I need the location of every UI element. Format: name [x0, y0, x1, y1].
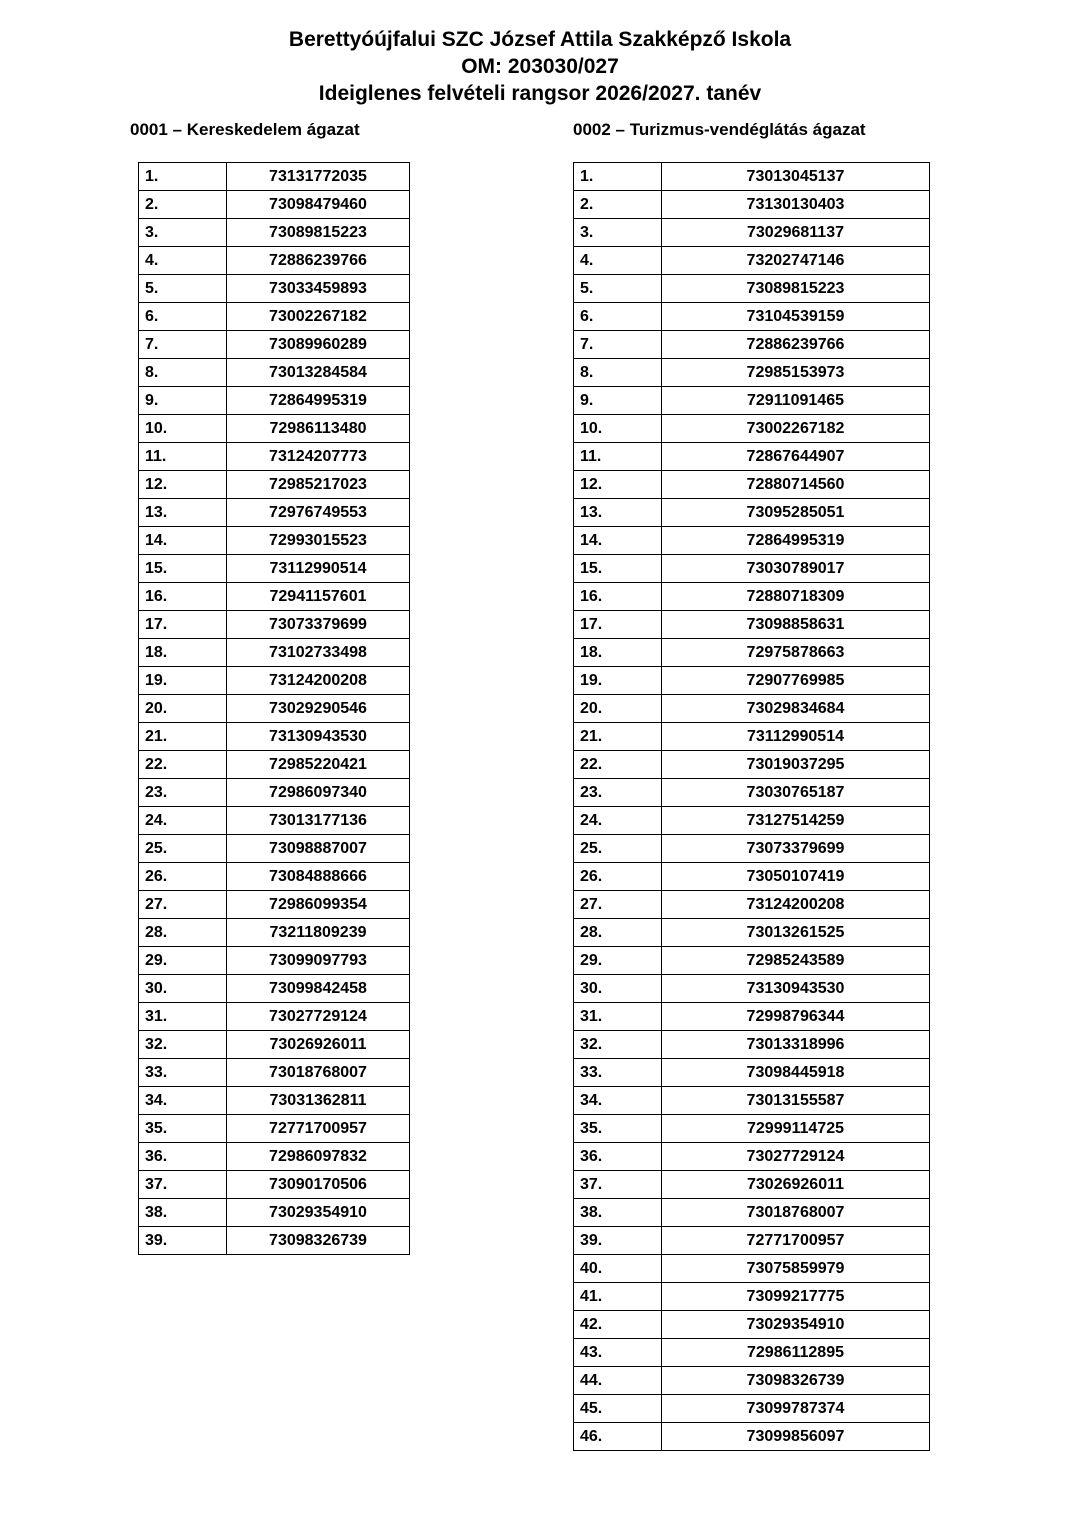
applicant-code: 73099217775	[662, 1283, 930, 1311]
rank-number: 24.	[574, 807, 662, 835]
rank-number: 29.	[574, 947, 662, 975]
applicant-code: 73090170506	[227, 1171, 410, 1199]
applicant-code: 73013177136	[227, 807, 410, 835]
table-row	[574, 779, 930, 807]
table-row	[574, 611, 930, 639]
table-row	[139, 443, 410, 471]
table-row	[139, 667, 410, 695]
rank-number: 12.	[574, 471, 662, 499]
applicant-code: 73084888666	[227, 863, 410, 891]
table-row	[574, 947, 930, 975]
rank-number: 20.	[139, 695, 227, 723]
rank-number: 2.	[139, 191, 227, 219]
rank-number: 16.	[139, 583, 227, 611]
table-row	[574, 1171, 930, 1199]
applicant-code: 72998796344	[662, 1003, 930, 1031]
rank-number: 16.	[574, 583, 662, 611]
section-title-kereskedelem: 0001 – Kereskedelem ágazat	[130, 120, 360, 139]
applicant-code: 73050107419	[662, 863, 930, 891]
applicant-code: 73099856097	[662, 1423, 930, 1451]
applicant-code: 73124200208	[227, 667, 410, 695]
rank-number: 26.	[574, 863, 662, 891]
table-row	[574, 1395, 930, 1423]
rank-number: 33.	[139, 1059, 227, 1087]
applicant-code: 73099787374	[662, 1395, 930, 1423]
table-row	[574, 555, 930, 583]
table-row	[139, 891, 410, 919]
rank-number: 21.	[139, 723, 227, 751]
rank-number: 37.	[574, 1171, 662, 1199]
applicant-code: 72771700957	[227, 1115, 410, 1143]
table-row	[574, 639, 930, 667]
rank-number: 6.	[574, 303, 662, 331]
rank-number: 33.	[574, 1059, 662, 1087]
applicant-code: 73098445918	[662, 1059, 930, 1087]
rank-number: 14.	[139, 527, 227, 555]
table-row	[574, 1367, 930, 1395]
rank-number: 1.	[139, 163, 227, 191]
table-row	[139, 751, 410, 779]
applicant-code: 73211809239	[227, 919, 410, 947]
applicant-code: 73019037295	[662, 751, 930, 779]
rank-number: 31.	[139, 1003, 227, 1031]
ranking-table-turizmus	[573, 162, 930, 1451]
rank-number: 11.	[139, 443, 227, 471]
table-row	[139, 807, 410, 835]
applicant-code: 73089815223	[227, 219, 410, 247]
rank-number: 19.	[139, 667, 227, 695]
table-row	[574, 1255, 930, 1283]
table-row	[139, 1059, 410, 1087]
table-row	[139, 275, 410, 303]
applicant-code: 73073379699	[227, 611, 410, 639]
rank-number: 10.	[139, 415, 227, 443]
applicant-code: 73013155587	[662, 1087, 930, 1115]
rank-number: 45.	[574, 1395, 662, 1423]
applicant-code: 72886239766	[227, 247, 410, 275]
table-row	[139, 583, 410, 611]
rank-number: 39.	[574, 1227, 662, 1255]
applicant-code: 73098887007	[227, 835, 410, 863]
rank-number: 23.	[139, 779, 227, 807]
rank-number: 32.	[574, 1031, 662, 1059]
applicant-code: 73099842458	[227, 975, 410, 1003]
rank-number: 2.	[574, 191, 662, 219]
applicant-code: 73112990514	[227, 555, 410, 583]
applicant-code: 73030765187	[662, 779, 930, 807]
table-row	[139, 639, 410, 667]
rank-number: 4.	[574, 247, 662, 275]
applicant-code: 72886239766	[662, 331, 930, 359]
rank-number: 9.	[139, 387, 227, 415]
applicant-code: 73029290546	[227, 695, 410, 723]
applicant-code: 72999114725	[662, 1115, 930, 1143]
rank-number: 6.	[139, 303, 227, 331]
applicant-code: 72771700957	[662, 1227, 930, 1255]
table-row	[139, 303, 410, 331]
rank-number: 27.	[139, 891, 227, 919]
table-row	[574, 807, 930, 835]
table-row	[139, 359, 410, 387]
applicant-code: 72986097340	[227, 779, 410, 807]
document-header	[0, 26, 1080, 107]
table-row	[139, 695, 410, 723]
rank-number: 24.	[139, 807, 227, 835]
applicant-code: 72993015523	[227, 527, 410, 555]
table-row	[139, 247, 410, 275]
table-row	[574, 471, 930, 499]
applicant-code: 73098858631	[662, 611, 930, 639]
applicant-code: 73099097793	[227, 947, 410, 975]
table-row	[139, 611, 410, 639]
table-row	[139, 163, 410, 191]
rank-number: 27.	[574, 891, 662, 919]
applicant-code: 73127514259	[662, 807, 930, 835]
applicant-code: 73130943530	[662, 975, 930, 1003]
applicant-code: 73031362811	[227, 1087, 410, 1115]
table-row	[139, 919, 410, 947]
table-row	[574, 1227, 930, 1255]
table-row	[139, 1087, 410, 1115]
table-row	[574, 303, 930, 331]
table-row	[139, 415, 410, 443]
table-row	[574, 1339, 930, 1367]
applicant-code: 72941157601	[227, 583, 410, 611]
rank-number: 30.	[574, 975, 662, 1003]
rank-number: 35.	[574, 1115, 662, 1143]
rank-number: 26.	[139, 863, 227, 891]
rank-number: 30.	[139, 975, 227, 1003]
table-row	[574, 1087, 930, 1115]
rank-number: 8.	[574, 359, 662, 387]
rank-number: 42.	[574, 1311, 662, 1339]
rank-number: 36.	[139, 1143, 227, 1171]
applicant-code: 73075859979	[662, 1255, 930, 1283]
table-row	[139, 387, 410, 415]
applicant-code: 73026926011	[227, 1031, 410, 1059]
table-row	[574, 1115, 930, 1143]
table-row	[139, 555, 410, 583]
table-row	[574, 331, 930, 359]
table-row	[574, 275, 930, 303]
applicant-code: 73013045137	[662, 163, 930, 191]
applicant-code: 73033459893	[227, 275, 410, 303]
rank-number: 7.	[139, 331, 227, 359]
applicant-code: 73130943530	[227, 723, 410, 751]
rank-number: 31.	[574, 1003, 662, 1031]
rank-number: 18.	[574, 639, 662, 667]
table-row	[139, 1199, 410, 1227]
table-row	[574, 415, 930, 443]
table-row	[574, 1199, 930, 1227]
applicant-code: 73027729124	[227, 1003, 410, 1031]
rank-number: 22.	[574, 751, 662, 779]
applicant-code: 73029354910	[227, 1199, 410, 1227]
rank-number: 32.	[139, 1031, 227, 1059]
table-row	[574, 387, 930, 415]
rank-number: 5.	[139, 275, 227, 303]
rank-number: 20.	[574, 695, 662, 723]
applicant-code: 73104539159	[662, 303, 930, 331]
rank-number: 38.	[139, 1199, 227, 1227]
table-row	[139, 779, 410, 807]
table-row	[574, 891, 930, 919]
applicant-code: 73098326739	[662, 1367, 930, 1395]
rank-number: 25.	[139, 835, 227, 863]
table-row	[139, 527, 410, 555]
table-row	[574, 919, 930, 947]
rank-number: 14.	[574, 527, 662, 555]
rank-number: 3.	[574, 219, 662, 247]
rank-number: 34.	[139, 1087, 227, 1115]
applicant-code: 72986113480	[227, 415, 410, 443]
applicant-code: 73131772035	[227, 163, 410, 191]
ranking-table-kereskedelem	[138, 162, 410, 1255]
table-row	[139, 1031, 410, 1059]
table-row	[574, 1031, 930, 1059]
applicant-code: 72880718309	[662, 583, 930, 611]
table-row	[574, 1311, 930, 1339]
rank-number: 46.	[574, 1423, 662, 1451]
school-name: Berettyóújfalui SZC József Attila Szakképző Iskola	[288, 28, 792, 51]
table-row	[574, 1423, 930, 1451]
rank-number: 21.	[574, 723, 662, 751]
table-row	[139, 1143, 410, 1171]
applicant-code: 73112990514	[662, 723, 930, 751]
rank-number: 13.	[139, 499, 227, 527]
section-title-turizmus: 0002 – Turizmus-vendéglátás ágazat	[573, 120, 866, 139]
table-row	[574, 975, 930, 1003]
rank-number: 19.	[574, 667, 662, 695]
rank-number: 36.	[574, 1143, 662, 1171]
table-row	[139, 863, 410, 891]
applicant-code: 73018768007	[227, 1059, 410, 1087]
applicant-code: 72864995319	[227, 387, 410, 415]
rank-number: 37.	[139, 1171, 227, 1199]
rank-number: 23.	[574, 779, 662, 807]
applicant-code: 73098479460	[227, 191, 410, 219]
applicant-code: 72880714560	[662, 471, 930, 499]
table-row	[574, 359, 930, 387]
applicant-code: 73098326739	[227, 1227, 410, 1255]
table-row	[139, 331, 410, 359]
applicant-code: 73013284584	[227, 359, 410, 387]
rank-number: 15.	[139, 555, 227, 583]
applicant-code: 72985243589	[662, 947, 930, 975]
table-row	[574, 863, 930, 891]
table-row	[139, 1003, 410, 1031]
table-row	[574, 1003, 930, 1031]
rank-number: 17.	[574, 611, 662, 639]
rank-number: 15.	[574, 555, 662, 583]
rank-number: 17.	[139, 611, 227, 639]
applicant-code: 73002267182	[662, 415, 930, 443]
rank-number: 40.	[574, 1255, 662, 1283]
rank-number: 9.	[574, 387, 662, 415]
table-row	[574, 667, 930, 695]
applicant-code: 72986112895	[662, 1339, 930, 1367]
rank-number: 4.	[139, 247, 227, 275]
table-row	[139, 835, 410, 863]
table-row	[139, 499, 410, 527]
applicant-code: 73095285051	[662, 499, 930, 527]
table-row	[139, 1171, 410, 1199]
table-row	[139, 219, 410, 247]
applicant-code: 73124200208	[662, 891, 930, 919]
rank-number: 5.	[574, 275, 662, 303]
applicant-code: 73102733498	[227, 639, 410, 667]
applicant-code: 72985153973	[662, 359, 930, 387]
table-row	[574, 499, 930, 527]
table-row	[574, 1143, 930, 1171]
table-row	[574, 247, 930, 275]
rank-number: 34.	[574, 1087, 662, 1115]
applicant-code: 72975878663	[662, 639, 930, 667]
applicant-code: 73026926011	[662, 1171, 930, 1199]
table-row	[574, 723, 930, 751]
document-title: Ideiglenes felvételi rangsor 2026/2027. tanév	[318, 82, 762, 105]
rank-number: 28.	[574, 919, 662, 947]
table-row	[574, 835, 930, 863]
table-row	[139, 1227, 410, 1255]
applicant-code: 73027729124	[662, 1143, 930, 1171]
table-row	[574, 527, 930, 555]
table-row	[574, 443, 930, 471]
applicant-code: 73018768007	[662, 1199, 930, 1227]
applicant-code: 73013261525	[662, 919, 930, 947]
om-identifier: OM: 203030/027	[461, 55, 619, 78]
table-row	[139, 191, 410, 219]
applicant-code: 72867644907	[662, 443, 930, 471]
applicant-code: 73029681137	[662, 219, 930, 247]
applicant-code: 73202747146	[662, 247, 930, 275]
rank-number: 43.	[574, 1339, 662, 1367]
rank-number: 12.	[139, 471, 227, 499]
applicant-code: 72985220421	[227, 751, 410, 779]
rank-number: 28.	[139, 919, 227, 947]
table-row	[139, 975, 410, 1003]
applicant-code: 73002267182	[227, 303, 410, 331]
table-row	[574, 219, 930, 247]
table-row	[574, 583, 930, 611]
table-row	[139, 471, 410, 499]
table-row	[574, 1059, 930, 1087]
rank-number: 7.	[574, 331, 662, 359]
table-row	[574, 1283, 930, 1311]
applicant-code: 73089815223	[662, 275, 930, 303]
table-row	[574, 163, 930, 191]
rank-number: 8.	[139, 359, 227, 387]
rank-number: 41.	[574, 1283, 662, 1311]
rank-number: 10.	[574, 415, 662, 443]
rank-number: 1.	[574, 163, 662, 191]
applicant-code: 72976749553	[227, 499, 410, 527]
rank-number: 39.	[139, 1227, 227, 1255]
applicant-code: 73073379699	[662, 835, 930, 863]
applicant-code: 72986097832	[227, 1143, 410, 1171]
rank-number: 22.	[139, 751, 227, 779]
applicant-code: 73124207773	[227, 443, 410, 471]
table-row	[574, 191, 930, 219]
applicant-code: 73029354910	[662, 1311, 930, 1339]
rank-number: 44.	[574, 1367, 662, 1395]
applicant-code: 73029834684	[662, 695, 930, 723]
rank-number: 18.	[139, 639, 227, 667]
rank-number: 38.	[574, 1199, 662, 1227]
table-row	[139, 1115, 410, 1143]
rank-number: 11.	[574, 443, 662, 471]
rank-number: 29.	[139, 947, 227, 975]
applicant-code: 72985217023	[227, 471, 410, 499]
table-row	[574, 751, 930, 779]
table-row	[139, 947, 410, 975]
applicant-code: 73030789017	[662, 555, 930, 583]
applicant-code: 72986099354	[227, 891, 410, 919]
applicant-code: 72864995319	[662, 527, 930, 555]
applicant-code: 73089960289	[227, 331, 410, 359]
table-row	[139, 723, 410, 751]
rank-number: 13.	[574, 499, 662, 527]
rank-number: 25.	[574, 835, 662, 863]
rank-number: 35.	[139, 1115, 227, 1143]
applicant-code: 72911091465	[662, 387, 930, 415]
table-row	[574, 695, 930, 723]
applicant-code: 73013318996	[662, 1031, 930, 1059]
applicant-code: 72907769985	[662, 667, 930, 695]
rank-number: 3.	[139, 219, 227, 247]
applicant-code: 73130130403	[662, 191, 930, 219]
